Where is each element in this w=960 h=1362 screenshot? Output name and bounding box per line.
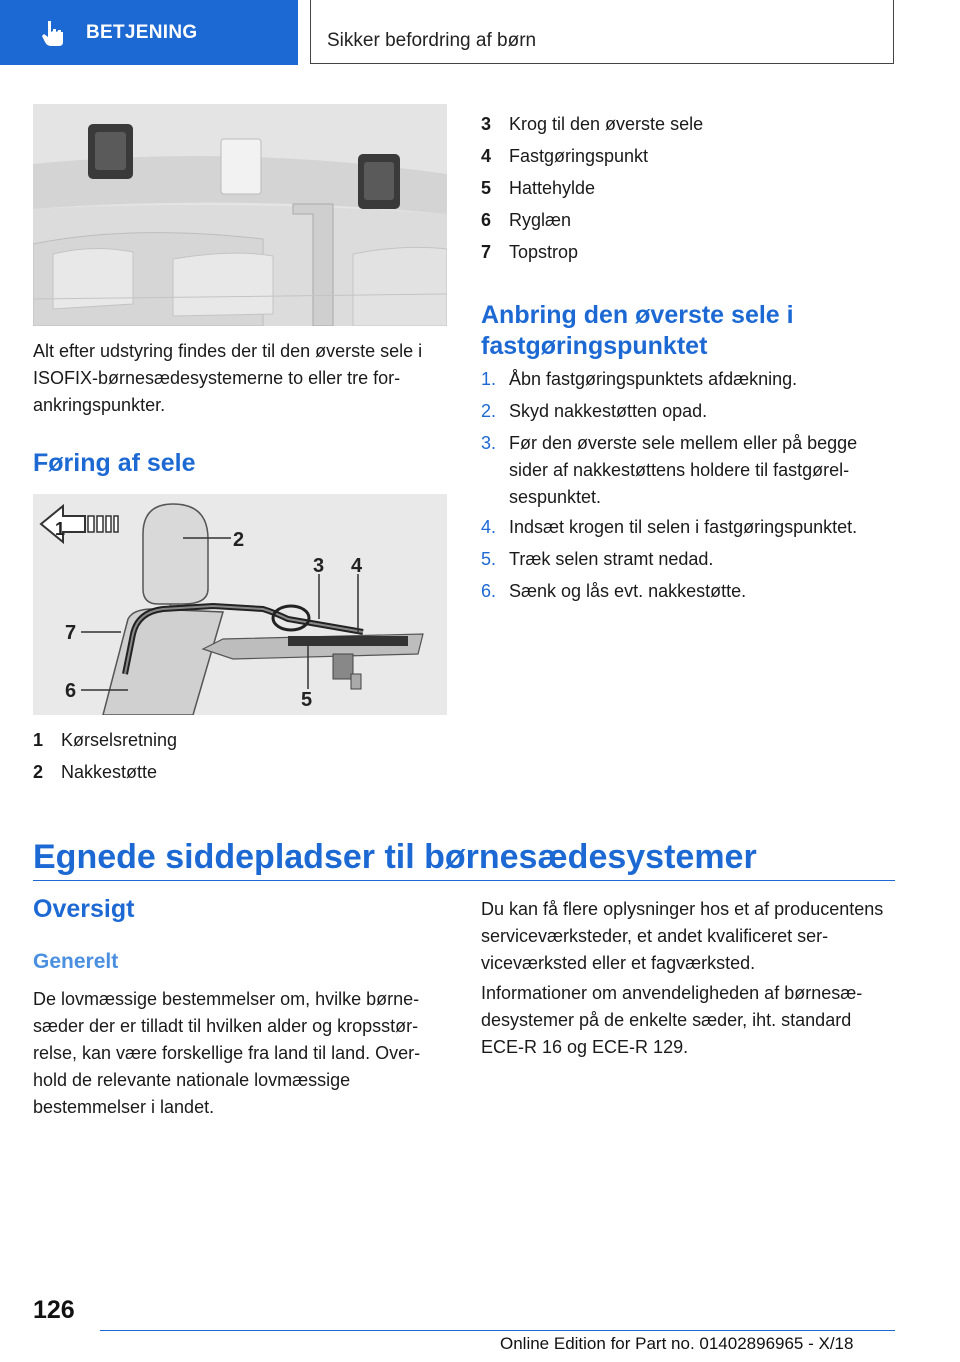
legend-num: 7: [481, 242, 492, 262]
callout-5: 5: [301, 689, 313, 711]
pointing-hand-icon: [38, 18, 68, 48]
section-rule: [33, 880, 895, 881]
step-text: Åbn fastgøringspunktets afdækning.: [509, 369, 798, 389]
legend-label: Fastgøringspunkt: [509, 146, 649, 166]
step-num: 6.: [481, 581, 497, 601]
section-title: Egnede siddepladser til børnesædesystemer: [33, 838, 757, 876]
belt-routing-diagram: [33, 494, 447, 715]
edition-text: Online Edition for Part no. 01402896965 - X/18: [500, 1334, 854, 1353]
legend-num: 6: [481, 210, 492, 230]
step-num: 2.: [481, 401, 497, 421]
callout-3: 3: [313, 555, 325, 577]
callout-6: 6: [65, 680, 77, 702]
chapter-title: Sikker befordring af børn: [327, 30, 537, 51]
step-text: Før den øverste sele mellem eller på begge sider af nakkestøttens holdere til fastgørelsespunktet.: [509, 433, 858, 507]
footer-rule: [100, 1330, 895, 1331]
callout-7: 7: [65, 622, 77, 644]
step-text: Sænk og lås evt. nakkestøtte.: [509, 581, 747, 601]
step-text: Træk selen stramt nedad.: [509, 549, 714, 569]
legend-label: Ryglæn: [509, 210, 572, 230]
legend-num: 5: [481, 178, 492, 198]
section-heading-belt-routing: Føring af sele: [33, 449, 196, 477]
callout-2: 2: [233, 529, 245, 551]
step-text: Skyd nakkestøtten opad.: [509, 401, 708, 421]
step-num: 4.: [481, 517, 497, 537]
section-label: BETJENING: [86, 21, 198, 43]
step-num: 1.: [481, 369, 497, 389]
legend-label: Kørselsretning: [61, 730, 178, 750]
legend-num: 1: [33, 730, 44, 750]
legend-num: 2: [33, 762, 44, 782]
legend-label: Krog til den øverste sele: [509, 114, 704, 134]
legend-num: 3: [481, 114, 492, 134]
section-tab[interactable]: [0, 0, 298, 65]
chapter-title-box: [310, 0, 894, 64]
rear-shelf-anchors-image: [33, 104, 447, 326]
step-num: 3.: [481, 433, 497, 453]
procedure-heading: Anbring den øverste sele i fastgøringspunktet: [481, 301, 794, 360]
legend-label: Hattehylde: [509, 178, 596, 198]
step-text: Indsæt krogen til selen i fastgøringspunktet.: [509, 517, 858, 537]
page-number: 126: [33, 1296, 75, 1324]
legend-label: Nakkestøtte: [61, 762, 158, 782]
legend-label: Topstrop: [509, 242, 579, 262]
general-paragraph: De lovmæssige bestemmelser om, hvilke børnesæder der er tilladt til hvilken alder og kropsstørrelse, kan være forskellige fra land til land. Overhold de relevante nationale lovmæssige bestemmelser i landet.: [33, 989, 421, 1117]
step-num: 5.: [481, 549, 497, 569]
info-paragraph: Du kan få flere oplysninger hos et af producentens serviceværksteder, et andet kvalificeret serviceværksted eller et fagværksted.: [481, 899, 884, 973]
info-paragraph: Informationer om anvendeligheden af børnesædesystemer på de enkelte sæder, iht. standard ECE-R 16 og ECE-R 129.: [481, 983, 863, 1057]
callout-1: 1: [55, 519, 66, 539]
intro-paragraph: Alt efter udstyring findes der til den øverste sele i ISOFIX-børnesædesystemerne to eller tre forankringspunkter.: [33, 341, 423, 415]
subsection-heading: Oversigt: [33, 895, 135, 923]
subsubsection-heading: Generelt: [33, 950, 119, 973]
callout-4: 4: [351, 555, 363, 577]
legend-num: 4: [481, 146, 492, 166]
